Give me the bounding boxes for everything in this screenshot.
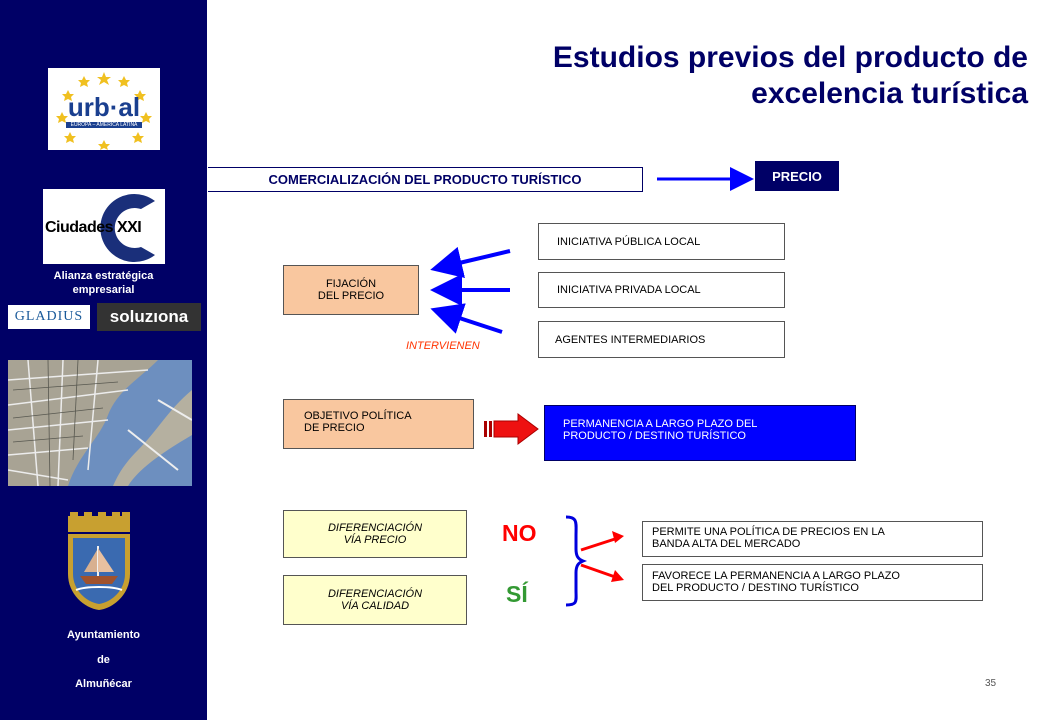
ayuntamiento-label: Ayuntamiento (67, 629, 140, 641)
arrow-publica (438, 251, 510, 268)
urbal-logo-subtext: EUROPA – AMÉRICA LATINA (66, 122, 142, 128)
dif-calidad-line2: VÍA CALIDAD (340, 600, 410, 612)
alliance-label-line2: empresarial (72, 284, 135, 296)
result-permanencia-line1: FAVORECE LA PERMANENCIA A LARGO PLAZO (652, 570, 900, 582)
result-precios-line2: BANDA ALTA DEL MERCADO (652, 538, 801, 550)
agent-box-intermediarios (538, 321, 785, 358)
comercializacion-box (208, 167, 643, 192)
dif-precio-box (283, 510, 467, 558)
fijacion-line2: DEL PRECIO (317, 290, 385, 302)
permanencia-line2: PRODUCTO / DESTINO TURÍSTICO (563, 430, 746, 442)
red-arrow-up (581, 531, 624, 550)
objetivo-line2: DE PRECIO (304, 422, 365, 434)
slide-title-line2: excelencia turística (751, 77, 1028, 110)
fijacion-box (283, 265, 419, 315)
fijacion-line1: FIJACIÓN (325, 278, 377, 290)
objetivo-box (283, 399, 474, 449)
precio-label: PRECIO (772, 168, 822, 184)
precio-box (755, 161, 839, 191)
ciudades-logo-text: Ciudades XXI (45, 219, 142, 236)
result-precios-line1: PERMITE UNA POLÍTICA DE PRECIOS EN LA (652, 526, 885, 538)
agent-label-privada: INICIATIVA PRIVADA LOCAL (557, 284, 701, 296)
gladius-logo-text: GLADIUS (14, 309, 84, 324)
dif-precio-line1: DIFERENCIACIÓN (327, 522, 423, 534)
si-label: SÍ (506, 581, 528, 607)
red-arrow-down (581, 565, 624, 582)
agent-box-publica (538, 223, 785, 260)
result-box-permanencia (642, 564, 983, 601)
agent-label-publica: INICIATIVA PÚBLICA LOCAL (557, 235, 701, 248)
dif-precio-line2: VÍA PRECIO (343, 534, 407, 546)
slide-title-line1: Estudios previos del producto de (552, 41, 1028, 74)
page-number: 35 (985, 678, 997, 689)
urbal-logo-text: urb·al (67, 92, 141, 122)
result-box-precios (642, 521, 983, 557)
intervienen-label: INTERVIENEN (406, 340, 480, 352)
soluziona-logo-text: soluzıona (109, 307, 189, 326)
comercializacion-label: COMERCIALIZACIÓN DEL PRODUCTO TURÍSTICO (268, 172, 582, 187)
objetivo-line1: OBJETIVO POLÍTICA (304, 410, 412, 422)
dif-calidad-box (283, 575, 467, 625)
result-permanencia-line2: DEL PRODUCTO / DESTINO TURÍSTICO (652, 582, 859, 594)
agent-box-privada (538, 272, 785, 308)
alliance-label-line1: Alianza estratégica (53, 270, 154, 282)
objetivo-red-arrow (484, 414, 538, 444)
almunecar-label: Almuñécar (75, 678, 132, 690)
no-label: NO (502, 520, 537, 546)
blue-brace (566, 517, 583, 605)
de-label: de (97, 654, 110, 666)
agent-label-intermediarios: AGENTES INTERMEDIARIOS (555, 333, 706, 346)
dif-calidad-line1: DIFERENCIACIÓN (327, 588, 423, 600)
arrow-agentes (438, 311, 502, 332)
permanencia-line1: PERMANENCIA A LARGO PLAZO DEL (563, 418, 758, 430)
permanencia-box (544, 405, 856, 461)
